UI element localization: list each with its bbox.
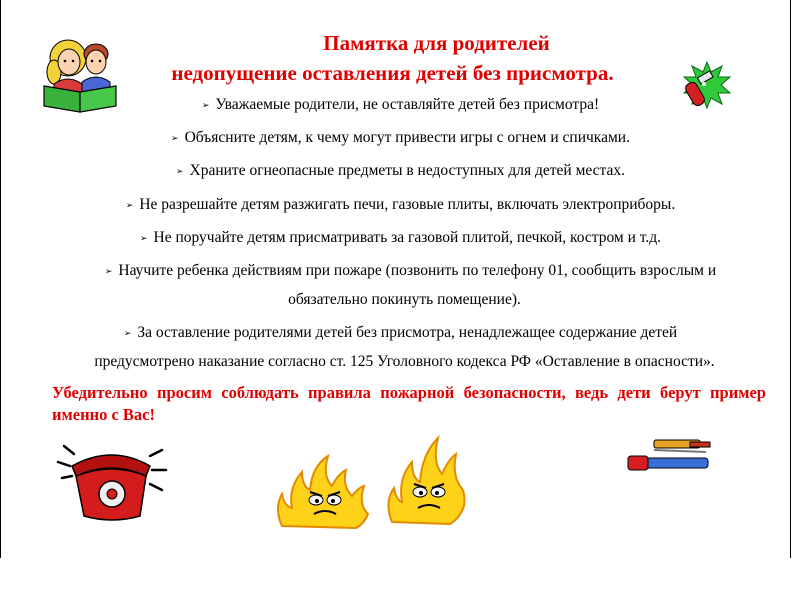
list-item: ➢ Научите ребенка действиям при пожаре (позвонить по телефону 01, сообщить взрослым и <box>104 262 717 279</box>
bullet-icon: ➢ <box>171 133 179 143</box>
bullet-icon: ➢ <box>139 233 148 243</box>
list-item: ➢ Уважаемые родители, не оставляйте детей без присмотра! <box>201 96 600 113</box>
page-title: Памятка для родителей <box>323 31 550 55</box>
page-subtitle: недопущение оставления детей без присмотра. <box>171 61 614 85</box>
bullet-icon: ➢ <box>125 200 134 210</box>
firefighter-tools-icon <box>624 438 716 474</box>
list-item: ➢ За оставление родителями детей без присмотра, ненадлежащее содержание детей <box>123 324 678 341</box>
list-item-continuation: обязательно покинуть помещение). <box>288 291 521 308</box>
list-item-continuation: предусмотрено наказание согласно ст. 125 Уголовного кодекса РФ «Оставление в опасности». <box>94 353 715 370</box>
list-item: ➢ Не разрешайте детям разжигать печи, газовые плиты, включать электроприборы. <box>125 196 676 213</box>
bullet-icon: ➢ <box>123 328 132 338</box>
list-item: ➢ Объясните детям, к чему могут привести игры с огнем и спичками. <box>171 129 630 146</box>
bullet-icon: ➢ <box>104 266 113 276</box>
red-telephone-icon <box>54 440 170 522</box>
list-item: ➢ Храните огнеопасные предметы в недоступных для детей местах. <box>175 162 626 179</box>
angry-flame-icon <box>384 432 468 528</box>
bullet-icon: ➢ <box>201 100 210 110</box>
bullet-icon: ➢ <box>175 166 184 176</box>
reading-children-icon <box>40 38 120 114</box>
angry-flame-icon <box>272 452 372 530</box>
warning-text: Убедительно просим соблюдать правила пожарной безопасности, ведь дети берут пример именно с Вас! <box>52 383 766 424</box>
list-item: ➢ Не поручайте детям присматривать за газовой плитой, печкой, костром и т.д. <box>139 229 662 246</box>
fire-extinguisher-icon <box>680 60 734 110</box>
